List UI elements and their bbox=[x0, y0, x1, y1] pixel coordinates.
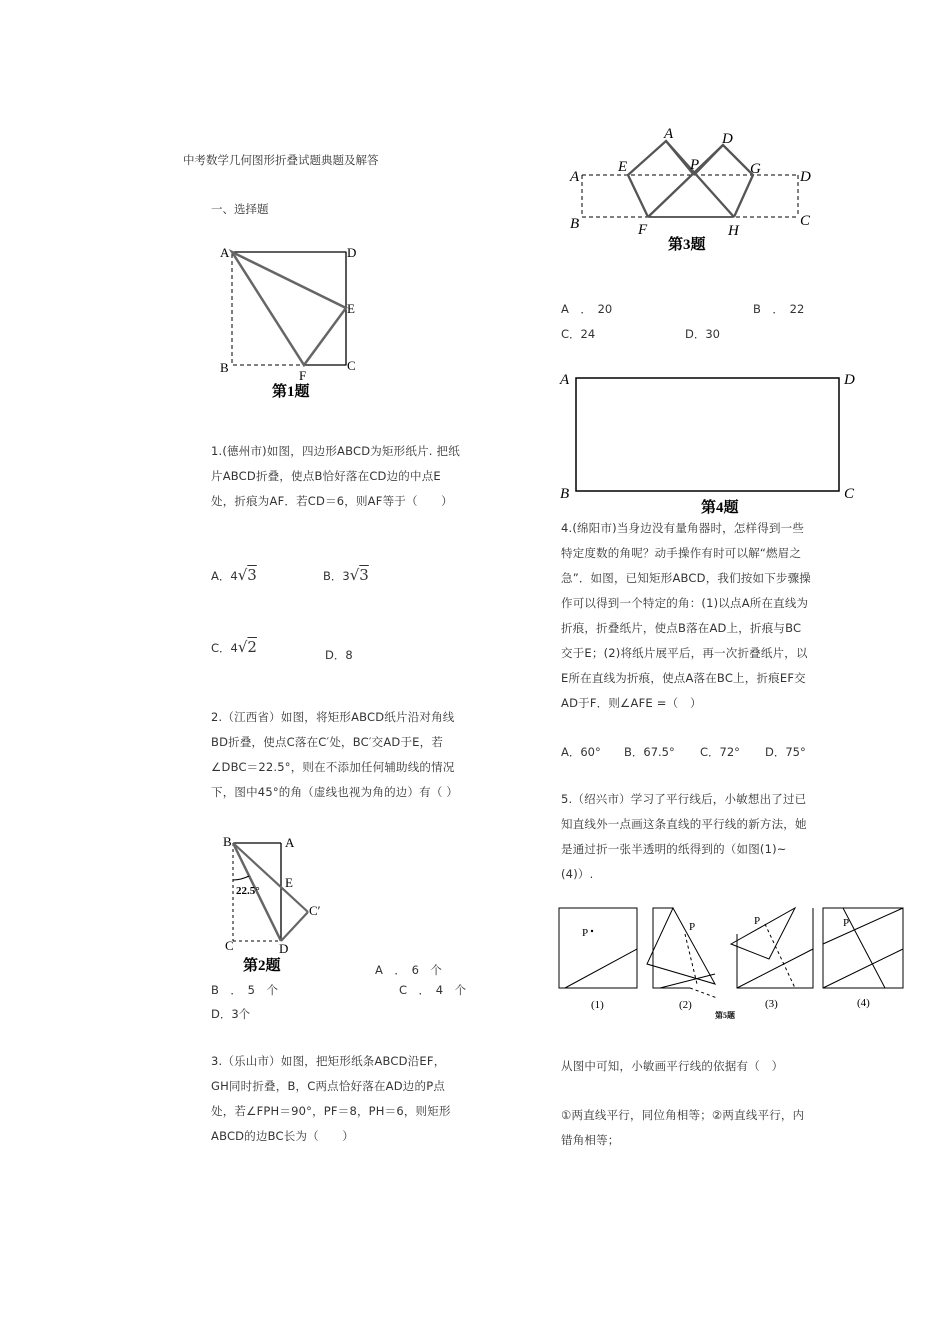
fig5-panel-4-point: P bbox=[843, 917, 850, 929]
fig1-label-c: C bbox=[347, 358, 356, 373]
fig5-panel-1-frame bbox=[559, 908, 637, 988]
q3-option-a[interactable]: A ． 20 bbox=[561, 302, 613, 316]
fig3-label-b: B bbox=[570, 216, 580, 232]
q1-option-b-radicand: 3 bbox=[359, 566, 369, 584]
fig3-label-f: F bbox=[638, 222, 648, 238]
question-1-text: 1.(德州市)如图，四边形ABCD为矩形纸片. 把纸片ABCD折叠，使点B恰好落在CD边的中点E处，折痕为AF．若CD＝6，则AF等于（ ） bbox=[211, 444, 460, 508]
q1-option-a-prefix: A．4 bbox=[211, 569, 238, 583]
fig3-label-c: C bbox=[800, 213, 811, 229]
sqrt-symbol: √3 bbox=[349, 566, 369, 584]
q1-option-a[interactable] bbox=[211, 566, 257, 584]
q4-option-c[interactable]: C．72° bbox=[700, 745, 740, 759]
fig2-label-d: D bbox=[279, 941, 289, 956]
sqrt-symbol: √2 bbox=[237, 638, 257, 656]
figure-5-diagram bbox=[555, 904, 910, 1026]
fig1-label-a: A bbox=[220, 245, 230, 260]
fig2-angle-arc bbox=[233, 876, 249, 880]
q2-option-a[interactable]: A ． 6 个 bbox=[375, 963, 442, 977]
fig1-dashed-rect bbox=[232, 252, 346, 365]
fig3-crease-ha bbox=[666, 141, 734, 217]
sqrt-symbol: √3 bbox=[237, 566, 257, 584]
q3-option-d[interactable]: D．30 bbox=[685, 327, 720, 341]
fig2-label-c: C bbox=[225, 938, 234, 953]
q2-option-d[interactable]: D．3个 bbox=[211, 1007, 251, 1021]
fig5-panel-2-fold bbox=[647, 908, 715, 984]
fig3-label-a: A bbox=[570, 169, 580, 185]
fig5-caption: 第5题 bbox=[715, 1011, 735, 1020]
fig1-label-b: B bbox=[220, 360, 229, 375]
q5-reasons-text: ①两直线平行，同位角相等；②两直线平行，内错角相等； bbox=[561, 1108, 805, 1147]
fig3-label-a-top: A bbox=[664, 126, 674, 142]
fig5-panel-1-point: P bbox=[582, 927, 589, 939]
fig3-label-p: P bbox=[690, 157, 700, 173]
fig2-angle-label: 22.5° bbox=[236, 885, 260, 897]
q1-option-d[interactable]: D．8 bbox=[325, 648, 353, 662]
fig1-label-d: D bbox=[347, 245, 357, 260]
figure-3-diagram bbox=[560, 120, 820, 258]
fig5-panel-4-line bbox=[823, 949, 903, 988]
q4-option-b[interactable]: B．67.5° bbox=[624, 745, 675, 759]
fig3-label-d-top: D bbox=[722, 131, 733, 147]
fig3-label-g: G bbox=[750, 161, 761, 177]
fig2-label-b: B bbox=[223, 834, 232, 849]
q3-option-b[interactable]: B ． 22 bbox=[753, 302, 805, 316]
fig4-rectangle bbox=[576, 378, 839, 491]
q3-option-c[interactable]: C．24 bbox=[561, 327, 596, 341]
fig3-label-d: D bbox=[800, 169, 811, 185]
section-heading: 一、选择题 bbox=[211, 202, 269, 216]
q1-option-a-radicand: 3 bbox=[247, 566, 257, 584]
q4-option-d[interactable]: D．75° bbox=[765, 745, 806, 759]
fig5-label-1: (1) bbox=[591, 999, 604, 1011]
fig5-panel-2-dash bbox=[690, 988, 717, 998]
fig5-label-3: (3) bbox=[765, 998, 778, 1010]
fig2-caption: 第2题 bbox=[243, 958, 281, 974]
fig5-panel-3-line bbox=[737, 949, 813, 988]
fig1-fold-triangle bbox=[232, 252, 346, 365]
fig1-caption: 第1题 bbox=[272, 384, 310, 400]
q4-option-a[interactable]: A．60° bbox=[561, 745, 601, 759]
fig5-panel-2-frame bbox=[653, 908, 690, 988]
fig3-label-h: H bbox=[728, 223, 739, 239]
fig5-panel-4-frame bbox=[823, 908, 903, 988]
fig5-panel-4-parallel bbox=[823, 908, 903, 944]
question-3-text: 3.（乐山市）如图，把矩形纸条ABCD沿EF，GH同时折叠，B，C两点恰好落在AD边的P点处，若∠FPH＝90°，PF＝8，PH＝6，则矩形ABCD的边BC长为（ ） bbox=[211, 1054, 451, 1143]
fig5-point-dot bbox=[591, 930, 593, 932]
q2-option-b[interactable]: B ． 5 个 bbox=[211, 983, 278, 997]
figure-4-diagram bbox=[556, 366, 866, 518]
q5-question-text: 从图中可知，小敏画平行线的依据有（ ） bbox=[561, 1059, 784, 1073]
fig5-panel-3-point: P bbox=[754, 915, 761, 927]
question-4-text: 4.(绵阳市)当身边没有量角器时，怎样得到一些特定度数的角呢？动手操作有时可以解“燃眉之急”．如图，已知矩形ABCD，我们按如下步骤操作可以得到一个特定的角：(1)以点A所在直线为折痕，折叠纸片，使点B落在AD上，折痕与BC交于E；(2)将纸片展平后，再一次折叠纸片，以E所在直线为折痕，使点A落在BC上，折痕EF交AD于F．则∠AFE =（ ） bbox=[561, 521, 811, 710]
fig5-panel-3-fold bbox=[731, 908, 795, 959]
fig4-caption: 第4题 bbox=[701, 500, 739, 516]
fig5-panel-1-line bbox=[565, 949, 637, 988]
fig5-label-4: (4) bbox=[857, 997, 870, 1009]
q1-option-b-prefix: B．3 bbox=[323, 569, 350, 583]
fig5-panel-3-crease bbox=[765, 924, 795, 988]
fig4-label-a: A bbox=[560, 372, 570, 388]
fig2-label-a: A bbox=[285, 835, 295, 850]
fig3-label-e: E bbox=[618, 159, 628, 175]
fig3-caption: 第3题 bbox=[668, 237, 706, 253]
fig2-edge-c-prime-d bbox=[281, 912, 308, 941]
fig4-label-b: B bbox=[560, 486, 570, 502]
fig2-label-c-prime: C′ bbox=[309, 903, 321, 918]
fig2-label-e: E bbox=[285, 875, 293, 890]
fig5-panel-4-crease bbox=[843, 908, 885, 988]
fig5-label-2: (2) bbox=[679, 999, 692, 1011]
q1-option-c-radicand: 2 bbox=[247, 638, 257, 656]
figure-1-diagram bbox=[210, 238, 370, 400]
fig5-panel-2-point: P bbox=[689, 921, 696, 933]
fig1-label-f: F bbox=[299, 368, 307, 383]
q1-option-b[interactable] bbox=[323, 566, 369, 584]
fig4-label-c: C bbox=[844, 486, 855, 502]
q1-option-c-prefix: C．4 bbox=[211, 641, 238, 655]
fig4-label-d: D bbox=[844, 372, 855, 388]
figure-2-diagram bbox=[215, 830, 330, 978]
fig1-label-e: E bbox=[347, 301, 355, 316]
document-title: 中考数学几何图形折叠试题典题及解答 bbox=[183, 153, 379, 167]
fig3-crease-fd bbox=[648, 145, 723, 217]
q2-option-c[interactable]: C ． 4 个 bbox=[399, 983, 467, 997]
question-5-text: 5.（绍兴市）学习了平行线后，小敏想出了过已知直线外一点画这条直线的平行线的新方法，她是通过折一张半透明的纸得到的（如图(1)~(4)）. bbox=[561, 792, 807, 881]
question-2-text: 2.（江西省）如图，将矩形ABCD纸片沿对角线BD折叠，使点C落在C′处，BC′交AD于E，若∠DBC＝22.5°，则在不添加任何辅助线的情况下，图中45°的角（虚线也视为角的边）有（ ） bbox=[211, 710, 459, 799]
q1-option-c[interactable] bbox=[211, 638, 257, 656]
